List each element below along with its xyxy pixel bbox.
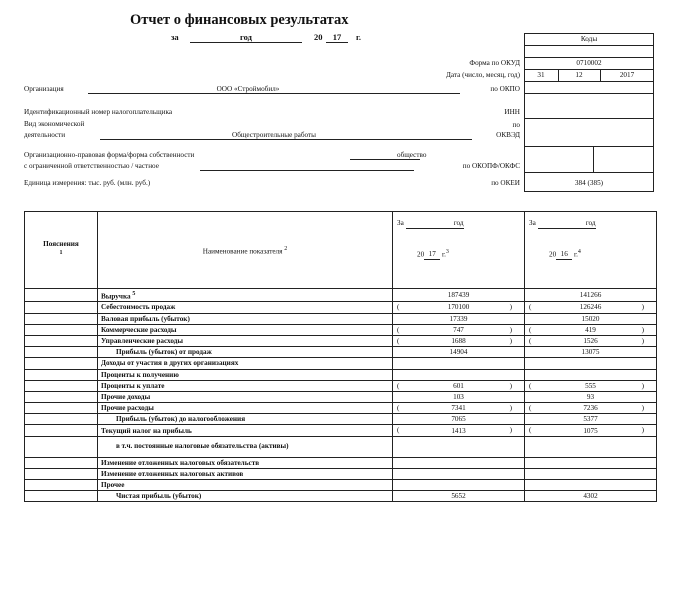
table-row xyxy=(25,436,657,457)
row-explanation xyxy=(25,289,98,302)
row-previous-value: 4302 xyxy=(525,491,657,502)
row-previous-value xyxy=(525,358,657,369)
okfs-label: по ОКОПФ/ОКФС xyxy=(462,162,520,170)
table-row xyxy=(25,369,657,380)
row-indicator-name: в т.ч. постоянные налоговые обязательства (активы) xyxy=(98,436,393,457)
row-indicator-name: Изменение отложенных налоговых обязательств xyxy=(98,457,393,468)
row-current-value xyxy=(393,457,525,468)
table-row xyxy=(25,335,657,346)
row-indicator-name: Валовая прибыль (убыток) xyxy=(98,313,393,324)
okei-label: по ОКЕИ xyxy=(491,179,520,187)
row-indicator-name: Прочие расходы xyxy=(98,403,393,414)
org-label: Организация xyxy=(24,85,64,93)
row-current-value: ( ) 747 xyxy=(393,324,525,335)
row-indicator-name: Прибыль (убыток) от продаж xyxy=(98,347,393,358)
row-explanation xyxy=(25,414,98,425)
row-explanation xyxy=(25,302,98,313)
row-explanation xyxy=(25,347,98,358)
row-previous-value xyxy=(525,480,657,491)
year-suffix: г. xyxy=(356,32,362,42)
row-indicator-name: Коммерческие расходы xyxy=(98,324,393,335)
row-indicator-name: Прочее xyxy=(98,480,393,491)
row-explanation xyxy=(25,403,98,414)
row-indicator-name: Прочие доходы xyxy=(98,391,393,402)
row-current-value: ( ) 601 xyxy=(393,380,525,391)
row-previous-value: 15020 xyxy=(525,313,657,324)
row-current-value xyxy=(393,358,525,369)
row-current-value xyxy=(393,480,525,491)
okud-label: Форма по ОКУД xyxy=(469,59,520,67)
activity-value: Общестроительные работы xyxy=(232,131,316,139)
row-explanation xyxy=(25,324,98,335)
row-previous-value: 13075 xyxy=(525,347,657,358)
row-previous-value: ( ) 7236 xyxy=(525,403,657,414)
row-previous-value: ( ) 419 xyxy=(525,324,657,335)
table-row xyxy=(25,380,657,391)
row-indicator-name: Текущий налог на прибыль xyxy=(98,425,393,436)
row-previous-value: 93 xyxy=(525,391,657,402)
activity-label-2: деятельности xyxy=(24,131,66,139)
inn-text: Идентификационный номер налогоплательщика xyxy=(24,108,173,116)
table-row xyxy=(25,425,657,436)
form-label-1: Организационно-правовая форма/форма собственности xyxy=(24,151,195,159)
row-previous-value xyxy=(525,468,657,479)
row-explanation xyxy=(25,335,98,346)
table-row xyxy=(25,457,657,468)
table-row xyxy=(25,391,657,402)
row-current-value: 14904 xyxy=(393,347,525,358)
form-title: Отчет о финансовых результатах xyxy=(130,12,349,28)
row-indicator-name: Чистая прибыль (убыток) xyxy=(98,491,393,502)
date-year: 2017 xyxy=(619,71,635,79)
row-indicator-name: Проценты к получению xyxy=(98,369,393,380)
row-previous-value: 5377 xyxy=(525,414,657,425)
unit-label: Единица измерения: тыс. руб. (млн. руб.) xyxy=(24,179,151,187)
table-row xyxy=(25,414,657,425)
table-row xyxy=(25,347,657,358)
row-explanation xyxy=(25,425,98,436)
row-explanation xyxy=(25,369,98,380)
okpo-label: по ОКПО xyxy=(490,85,520,93)
row-explanation xyxy=(25,491,98,502)
row-indicator-name: Изменение отложенных налоговых активов xyxy=(98,468,393,479)
inn-label: ИНН xyxy=(504,108,520,116)
row-explanation xyxy=(25,436,98,457)
row-previous-value xyxy=(525,457,657,468)
date-label: Дата (число, месяц, год) xyxy=(445,71,520,79)
row-indicator-name: Проценты к уплате xyxy=(98,380,393,391)
table-row xyxy=(25,403,657,414)
row-previous-value xyxy=(525,369,657,380)
table-header-row xyxy=(25,212,657,289)
header-previous-year: За год 20 16 г.$^4$ xyxy=(525,212,657,289)
date-month: 12 xyxy=(575,71,583,79)
row-current-value: ( ) 1413 xyxy=(393,425,525,436)
table-row xyxy=(25,491,657,502)
form-value: общество xyxy=(397,151,427,159)
row-previous-value: ( ) 1526 xyxy=(525,335,657,346)
row-explanation xyxy=(25,313,98,324)
row-current-value: 17339 xyxy=(393,313,525,324)
table-row xyxy=(25,289,657,302)
row-current-value: 5652 xyxy=(393,491,525,502)
row-explanation xyxy=(25,457,98,468)
header-explanations: Пояснения $^1$ xyxy=(25,212,98,289)
date-day: 31 xyxy=(537,71,545,79)
activity-label-1: Вид экономической xyxy=(24,120,85,128)
row-current-value xyxy=(393,369,525,380)
period-za: за xyxy=(171,32,179,42)
row-explanation xyxy=(25,480,98,491)
year-prefix: 20 xyxy=(314,32,323,42)
row-explanation xyxy=(25,358,98,369)
results-table xyxy=(24,211,657,502)
table-row xyxy=(25,313,657,324)
row-current-value: 103 xyxy=(393,391,525,402)
row-indicator-name: Выручка $^5$ xyxy=(98,289,393,302)
year-value: 17 xyxy=(332,32,342,42)
table-row xyxy=(25,468,657,479)
row-explanation xyxy=(25,380,98,391)
row-current-value: 187439 xyxy=(393,289,525,302)
table-row xyxy=(25,480,657,491)
row-previous-value: 141266 xyxy=(525,289,657,302)
row-current-value: 7065 xyxy=(393,414,525,425)
table-row xyxy=(25,358,657,369)
row-current-value: ( ) 170100 xyxy=(393,302,525,313)
row-explanation xyxy=(25,468,98,479)
table-row xyxy=(25,324,657,335)
row-indicator-name: Доходы от участия в других организациях xyxy=(98,358,393,369)
form-label-2: с ограниченной ответственностью / частное xyxy=(24,162,159,170)
okei-code: 384 (385) xyxy=(574,179,604,187)
header-indicator-name: Наименование показателя $^2$ xyxy=(98,212,393,289)
row-previous-value: ( ) 1075 xyxy=(525,425,657,436)
row-indicator-name: Управленческие расходы xyxy=(98,335,393,346)
row-current-value: ( ) 1688 xyxy=(393,335,525,346)
okved-label-2: ОКВЭД xyxy=(496,131,520,139)
row-explanation xyxy=(25,391,98,402)
row-previous-value: ( ) 126246 xyxy=(525,302,657,313)
row-indicator-name: Себестоимость продаж xyxy=(98,302,393,313)
okved-label-1: по xyxy=(512,121,520,129)
org-name: ООО «Строймобил» xyxy=(216,85,280,93)
table-row xyxy=(25,302,657,313)
codes-title: Коды xyxy=(580,35,598,43)
row-current-value xyxy=(393,468,525,479)
row-current-value xyxy=(393,436,525,457)
row-current-value: ( ) 7341 xyxy=(393,403,525,414)
row-previous-value: ( ) 555 xyxy=(525,380,657,391)
header-current-year: За год 20 17 г.$^3$ xyxy=(393,212,525,289)
okud-code: 0710002 xyxy=(576,59,602,67)
row-previous-value xyxy=(525,436,657,457)
period-value: год xyxy=(240,32,252,42)
row-indicator-name: Прибыль (убыток) до налогообложения xyxy=(98,414,393,425)
